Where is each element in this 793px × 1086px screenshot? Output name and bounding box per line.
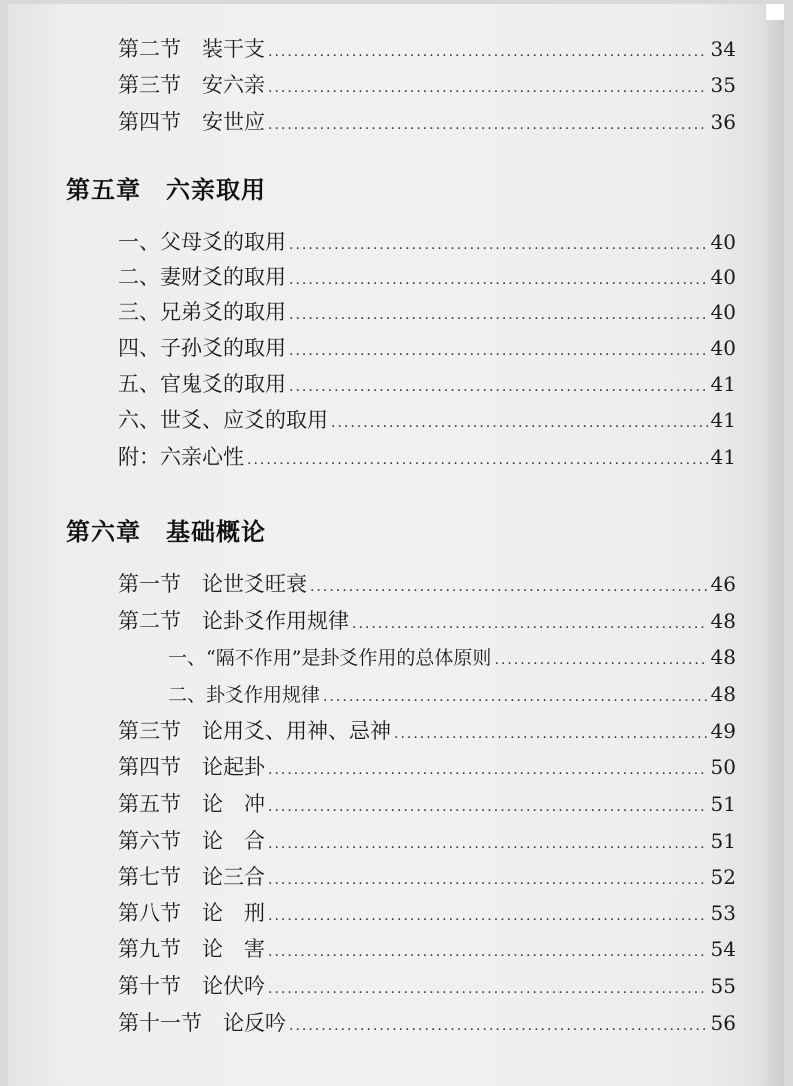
toc-entry-label: 第八节 论 刑: [118, 901, 265, 925]
toc-entry-label: 三、兄弟爻的取用: [118, 300, 286, 324]
toc-entry-page: 34: [710, 37, 736, 61]
toc-entry-page: 54: [710, 937, 736, 961]
toc-entry-label: 四、子孙爻的取用: [118, 336, 286, 360]
toc-entry-page: 40: [710, 265, 736, 289]
leader-dots: [268, 756, 708, 784]
leader-dots: [323, 683, 708, 711]
toc-entry-label: 二、卦爻作用规律: [168, 684, 321, 706]
toc-entry[interactable]: [118, 570, 736, 598]
toc-entry[interactable]: [118, 406, 736, 434]
toc-entry[interactable]: [118, 753, 736, 781]
leader-dots: [394, 720, 708, 748]
toc-entry-label: 第七节 论三合: [118, 865, 265, 889]
page-corner: [766, 4, 784, 20]
toc-entry-label: 第二节 装干支: [118, 37, 265, 61]
toc-entry[interactable]: [118, 790, 736, 818]
toc-subentry[interactable]: [168, 643, 736, 671]
leader-dots: [289, 266, 708, 294]
leader-dots: [268, 902, 708, 930]
toc-entry-page: 41: [710, 372, 736, 396]
toc-entry-label: 第三节 论用爻、用神、忌神: [118, 719, 391, 743]
toc-entry-label: 附：六亲心性: [118, 445, 244, 469]
toc-entry-page: 51: [710, 792, 736, 816]
toc-entry-page: 40: [710, 230, 736, 254]
leader-dots: [268, 74, 708, 102]
toc-entry-page: 48: [710, 645, 736, 669]
toc-subentry[interactable]: [168, 680, 736, 708]
toc-entry-label: 第一节 论世爻旺衰: [118, 572, 307, 596]
toc-entry[interactable]: [118, 443, 736, 471]
toc-entry-label: 二、妻财爻的取用: [118, 265, 286, 289]
toc-entry[interactable]: [118, 263, 736, 291]
toc-entry-page: 40: [710, 336, 736, 360]
toc-entry[interactable]: [118, 1009, 736, 1037]
leader-dots: [289, 373, 708, 401]
leader-dots: [268, 111, 708, 139]
toc-entry[interactable]: [118, 35, 736, 63]
leader-dots: [268, 793, 708, 821]
toc-entry-label: 第十节 论伏吟: [118, 974, 265, 998]
page-shadow: [760, 4, 784, 1086]
toc-entry-page: 41: [710, 408, 736, 432]
toc-entry-page: 35: [710, 73, 736, 97]
toc-entry[interactable]: [118, 228, 736, 256]
toc-entry-page: 40: [710, 300, 736, 324]
toc-entry[interactable]: [118, 607, 736, 635]
toc-entry-page: 50: [710, 755, 736, 779]
leader-dots: [289, 337, 708, 365]
toc-entry-page: 51: [710, 829, 736, 853]
toc-entry-page: 36: [710, 110, 736, 134]
toc-entry[interactable]: [118, 717, 736, 745]
toc-entry-label: 六、世爻、应爻的取用: [118, 408, 328, 432]
toc-entry-label: 第五节 论 冲: [118, 792, 265, 816]
toc-entry-label: 第六节 论 合: [118, 829, 265, 853]
leader-dots: [331, 409, 708, 437]
toc-entry-page: 41: [710, 445, 736, 469]
toc-entry[interactable]: [118, 298, 736, 326]
chapter-heading: 第五章 六亲取用: [66, 175, 266, 204]
leader-dots: [289, 231, 708, 259]
toc-entry-page: 48: [710, 682, 736, 706]
leader-dots: [268, 938, 708, 966]
leader-dots: [268, 975, 708, 1003]
chapter-heading: 第六章 基础概论: [66, 517, 266, 546]
toc-entry-label: 第三节 安六亲: [118, 73, 265, 97]
toc-entry-page: 48: [710, 609, 736, 633]
toc-entry-label: 一、“隔不作用”是卦爻作用的总体原则: [168, 647, 492, 669]
toc-entry-page: 52: [710, 865, 736, 889]
leader-dots: [268, 830, 708, 858]
toc-entry[interactable]: [118, 108, 736, 136]
leader-dots: [352, 610, 708, 638]
leader-dots: [247, 446, 708, 474]
toc-entry[interactable]: [118, 935, 736, 963]
toc-entry[interactable]: [118, 972, 736, 1000]
toc-entry-label: 第四节 论起卦: [118, 755, 265, 779]
toc-entry-label: 一、父母爻的取用: [118, 230, 286, 254]
leader-dots: [310, 573, 708, 601]
leader-dots: [494, 646, 707, 674]
toc-entry-label: 第十一节 论反吟: [118, 1011, 286, 1035]
leader-dots: [268, 38, 708, 66]
toc-entry-page: 55: [710, 974, 736, 998]
leader-dots: [289, 1012, 708, 1040]
leader-dots: [268, 866, 708, 894]
toc-entry-page: 49: [710, 719, 736, 743]
toc-entry-page: 46: [710, 572, 736, 596]
toc-entry-page: 53: [710, 901, 736, 925]
toc-entry[interactable]: [118, 899, 736, 927]
toc-entry[interactable]: [118, 334, 736, 362]
book-page: [8, 4, 784, 1086]
toc-entry[interactable]: [118, 863, 736, 891]
toc-entry-page: 56: [710, 1011, 736, 1035]
toc-entry-label: 第九节 论 害: [118, 937, 265, 961]
toc-entry-label: 第四节 安世应: [118, 110, 265, 134]
toc-entry-label: 五、官鬼爻的取用: [118, 372, 286, 396]
toc-entry[interactable]: [118, 71, 736, 99]
toc-entry[interactable]: [118, 827, 736, 855]
leader-dots: [289, 301, 708, 329]
toc-entry[interactable]: [118, 370, 736, 398]
toc-entry-label: 第二节 论卦爻作用规律: [118, 609, 349, 633]
